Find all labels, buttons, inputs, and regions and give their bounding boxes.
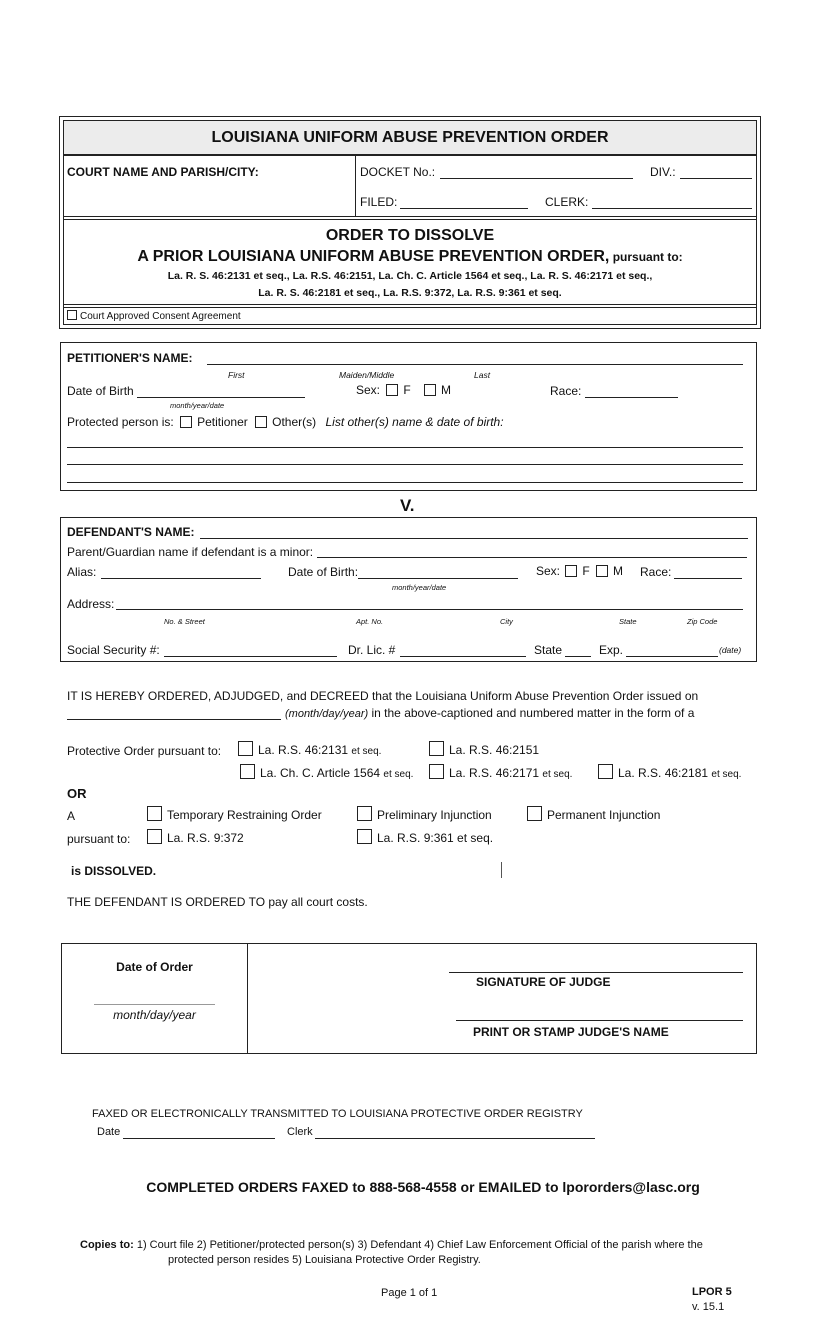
decree-line-2-text: in the above-captioned and numbered matter in the form of a bbox=[371, 706, 695, 720]
versus: V. bbox=[400, 496, 415, 515]
option-46-2171-small: et seq. bbox=[542, 769, 573, 780]
drlic-label: Dr. Lic. # bbox=[348, 643, 396, 657]
judge-name-field[interactable] bbox=[456, 1020, 743, 1021]
copies-line-2: protected person resides 5) Louisiana Protective Order Registry. bbox=[168, 1254, 481, 1266]
defendant-name-label: DEFENDANT'S NAME: bbox=[67, 525, 195, 539]
list-others-hint: List other(s) name & date of birth: bbox=[325, 415, 504, 429]
option-tro-label: Temporary Restraining Order bbox=[167, 808, 322, 822]
order-subtitle-main: A PRIOR LOUISIANA UNIFORM ABUSE PREVENTION ORDER, bbox=[137, 248, 610, 265]
option-prelim[interactable] bbox=[357, 806, 492, 822]
registry-date-label: Date bbox=[97, 1126, 121, 1138]
petitioner-race-field[interactable] bbox=[585, 397, 678, 398]
consent-agreement[interactable] bbox=[67, 310, 241, 322]
date-of-order-hint: month/day/year bbox=[113, 1008, 196, 1022]
option-46-2151-checkbox[interactable] bbox=[429, 741, 444, 756]
filed-field[interactable] bbox=[400, 208, 528, 209]
option-tro-checkbox[interactable] bbox=[147, 806, 162, 821]
petitioner-race-label: Race: bbox=[550, 384, 582, 398]
option-46-2171[interactable] bbox=[429, 764, 572, 780]
others-line-2[interactable] bbox=[67, 464, 743, 465]
form-version: v. 15.1 bbox=[692, 1301, 725, 1313]
option-perm-label: Permanent Injunction bbox=[547, 808, 661, 822]
clerk-field[interactable] bbox=[592, 208, 752, 209]
registry-clerk-field[interactable] bbox=[315, 1138, 595, 1139]
ssn-label: Social Security #: bbox=[67, 643, 160, 657]
defendant-race-label: Race: bbox=[640, 565, 672, 579]
judge-signature-field[interactable] bbox=[449, 972, 743, 973]
dl-state-field[interactable] bbox=[565, 656, 591, 657]
address-field[interactable] bbox=[116, 609, 743, 610]
judge-signature-label: SIGNATURE OF JUDGE bbox=[476, 975, 611, 989]
protected-petitioner-checkbox[interactable] bbox=[180, 416, 192, 428]
defendant-sex-m-checkbox[interactable] bbox=[596, 565, 608, 577]
order-subtitle bbox=[63, 248, 757, 266]
option-tro[interactable] bbox=[147, 806, 322, 822]
protected-others-checkbox[interactable] bbox=[255, 416, 267, 428]
guardian-label: Parent/Guardian name if defendant is a minor: bbox=[67, 545, 314, 559]
dl-state-label: State bbox=[534, 643, 563, 657]
protected-person-row bbox=[67, 415, 504, 429]
middle-hint: Maiden/Middle bbox=[339, 370, 395, 380]
sex-label: Sex: bbox=[356, 383, 381, 397]
row-divider bbox=[63, 219, 757, 220]
defendant-dob-label: Date of Birth: bbox=[288, 565, 359, 579]
option-perm[interactable] bbox=[527, 806, 660, 822]
first-hint: First bbox=[228, 370, 245, 380]
last-hint: Last bbox=[474, 370, 491, 380]
clerk-label: CLERK: bbox=[545, 195, 589, 209]
petitioner-name-field[interactable] bbox=[207, 364, 743, 365]
option-prelim-checkbox[interactable] bbox=[357, 806, 372, 821]
option-46-2181[interactable] bbox=[598, 764, 741, 780]
sex-f-checkbox[interactable] bbox=[386, 384, 398, 396]
petitioner-dob-hint: month/year/date bbox=[170, 401, 225, 410]
option-ch-c-1564-checkbox[interactable] bbox=[240, 764, 255, 779]
option-9-372-label: La. R.S. 9:372 bbox=[167, 831, 244, 845]
court-name-label: COURT NAME AND PARISH/CITY: bbox=[67, 165, 259, 179]
option-9-372-checkbox[interactable] bbox=[147, 829, 162, 844]
issued-date-field[interactable] bbox=[67, 719, 281, 720]
option-46-2181-label: La. R.S. 46:2181 bbox=[618, 766, 709, 780]
option-46-2181-small: et seq. bbox=[711, 769, 742, 780]
option-46-2131-label: La. R.S. 46:2131 bbox=[258, 743, 349, 757]
protected-label: Protected person is: bbox=[67, 415, 174, 429]
option-ch-c-1564-small: et seq. bbox=[383, 769, 414, 780]
option-ch-c-1564-label: La. Ch. C. Article 1564 bbox=[260, 766, 381, 780]
alias-label: Alias: bbox=[67, 565, 97, 579]
option-46-2151[interactable] bbox=[429, 741, 539, 757]
or-label: OR bbox=[67, 786, 87, 801]
protected-others-label: Other(s) bbox=[272, 415, 317, 429]
exp-date-hint: (date) bbox=[719, 645, 742, 655]
city-hint: City bbox=[500, 617, 513, 626]
signature-col-divider bbox=[247, 944, 248, 1053]
a-label: A bbox=[67, 809, 76, 823]
copies-text-1: 1) Court file 2) Petitioner/protected person(s) 3) Defendant 4) Chief Law Enforcement Official of the parish where the bbox=[136, 1239, 703, 1251]
others-line-3[interactable] bbox=[67, 482, 743, 483]
consent-label: Court Approved Consent Agreement bbox=[80, 311, 241, 322]
option-46-2151-label: La. R.S. 46:2151 bbox=[449, 743, 540, 757]
order-title: ORDER TO DISSOLVE bbox=[325, 227, 495, 244]
sex-m-checkbox[interactable] bbox=[424, 384, 436, 396]
defendant-dob-field[interactable] bbox=[358, 578, 518, 579]
option-46-2131[interactable] bbox=[238, 741, 381, 757]
protected-petitioner-label: Petitioner bbox=[197, 415, 248, 429]
decree-line-1: IT IS HEREBY ORDERED, ADJUDGED, and DECREED that the Louisiana Uniform Abuse Prevention Order issued on bbox=[67, 689, 699, 703]
address-label: Address: bbox=[67, 597, 115, 611]
consent-checkbox[interactable] bbox=[67, 310, 77, 320]
alias-field[interactable] bbox=[101, 578, 261, 579]
defendant-sex-f-label: F bbox=[582, 564, 590, 578]
decree-line-2 bbox=[285, 706, 694, 720]
order-subtitle-tail: pursuant to: bbox=[612, 250, 683, 264]
defendant-sex-f-checkbox[interactable] bbox=[565, 565, 577, 577]
others-line-1[interactable] bbox=[67, 447, 743, 448]
row-divider bbox=[63, 307, 757, 308]
zip-hint: Zip Code bbox=[687, 617, 718, 626]
sex-m-label: M bbox=[441, 383, 452, 397]
option-46-2171-checkbox[interactable] bbox=[429, 764, 444, 779]
petitioner-sex bbox=[356, 383, 451, 397]
protective-order-label: Protective Order pursuant to: bbox=[67, 744, 222, 758]
row-divider bbox=[63, 155, 757, 156]
sex-f-label: F bbox=[403, 383, 411, 397]
registry-date-field[interactable] bbox=[123, 1138, 275, 1139]
petitioner-name-label: PETITIONER'S NAME: bbox=[67, 351, 193, 365]
copies-label: Copies to: bbox=[80, 1239, 134, 1251]
drlic-field[interactable] bbox=[400, 656, 526, 657]
petitioner-dob-label: Date of Birth bbox=[67, 384, 134, 398]
judge-name-label: PRINT OR STAMP JUDGE'S NAME bbox=[473, 1025, 669, 1039]
defendant-sex-m-label: M bbox=[613, 564, 624, 578]
option-46-2131-small: et seq. bbox=[351, 746, 382, 757]
apt-hint: Apt. No. bbox=[356, 617, 384, 626]
state-hint: State bbox=[619, 617, 637, 626]
option-perm-checkbox[interactable] bbox=[527, 806, 542, 821]
option-9-361-checkbox[interactable] bbox=[357, 829, 372, 844]
form-id: LPOR 5 bbox=[692, 1286, 732, 1298]
exp-label: Exp. bbox=[599, 643, 624, 657]
court-costs-text: THE DEFENDANT IS ORDERED TO pay all court costs. bbox=[67, 895, 368, 909]
exp-field[interactable] bbox=[626, 656, 718, 657]
option-46-2181-checkbox[interactable] bbox=[598, 764, 613, 779]
option-9-372[interactable] bbox=[147, 829, 244, 845]
guardian-field[interactable] bbox=[317, 557, 747, 558]
form-title: LOUISIANA UNIFORM ABUSE PREVENTION ORDER bbox=[211, 129, 609, 146]
filed-label: FILED: bbox=[360, 195, 398, 209]
pursuant-label: pursuant to: bbox=[67, 832, 131, 846]
defendant-sex bbox=[536, 564, 623, 578]
page-number: Page 1 of 1 bbox=[381, 1287, 438, 1299]
issued-date-hint: (month/day/year) bbox=[285, 708, 369, 720]
docket-label: DOCKET No.: bbox=[360, 165, 436, 179]
registry-faxed-text: FAXED OR ELECTRONICALLY TRANSMITTED TO LOUISIANA PROTECTIVE ORDER REGISTRY bbox=[92, 1108, 583, 1120]
docket-field[interactable] bbox=[440, 178, 633, 179]
defendant-sex-label: Sex: bbox=[536, 564, 561, 578]
option-prelim-label: Preliminary Injunction bbox=[377, 808, 492, 822]
street-hint: No. & Street bbox=[164, 617, 205, 626]
defendant-dob-hint: month/year/date bbox=[392, 583, 447, 592]
option-46-2171-label: La. R.S. 46:2171 bbox=[449, 766, 540, 780]
dissolved-text: is DISSOLVED. bbox=[71, 864, 157, 878]
option-9-361[interactable] bbox=[357, 829, 493, 845]
row-divider bbox=[63, 304, 757, 305]
row-divider bbox=[63, 216, 757, 217]
statutes-line-2: La. R. S. 46:2181 et seq., La. R.S. 9:372, La. R.S. 9:361 et seq. bbox=[258, 287, 562, 299]
option-46-2131-checkbox[interactable] bbox=[238, 741, 253, 756]
statutes-line-1: La. R. S. 46:2131 et seq., La. R.S. 46:2151, La. Ch. C. Article 1564 et seq., La. R. S. 46:2171 et seq., bbox=[167, 270, 653, 282]
date-of-order-field[interactable] bbox=[94, 1004, 215, 1005]
defendant-race-field[interactable] bbox=[674, 578, 742, 579]
ssn-field[interactable] bbox=[164, 656, 337, 657]
div-field[interactable] bbox=[680, 178, 752, 179]
divider-mark bbox=[501, 862, 502, 878]
col-divider bbox=[355, 156, 356, 216]
date-of-order-label: Date of Order bbox=[116, 960, 193, 974]
option-ch-c-1564[interactable] bbox=[240, 764, 413, 780]
defendant-name-field[interactable] bbox=[200, 538, 748, 539]
div-label: DIV.: bbox=[650, 165, 676, 179]
completed-orders-text: COMPLETED ORDERS FAXED to 888-568-4558 or EMAILED to lpororders@lasc.org bbox=[146, 1179, 700, 1195]
petitioner-dob-field[interactable] bbox=[137, 397, 305, 398]
option-9-361-label: La. R.S. 9:361 et seq. bbox=[377, 831, 494, 845]
registry-clerk-label: Clerk bbox=[287, 1126, 313, 1138]
copies-line-1 bbox=[80, 1239, 703, 1251]
